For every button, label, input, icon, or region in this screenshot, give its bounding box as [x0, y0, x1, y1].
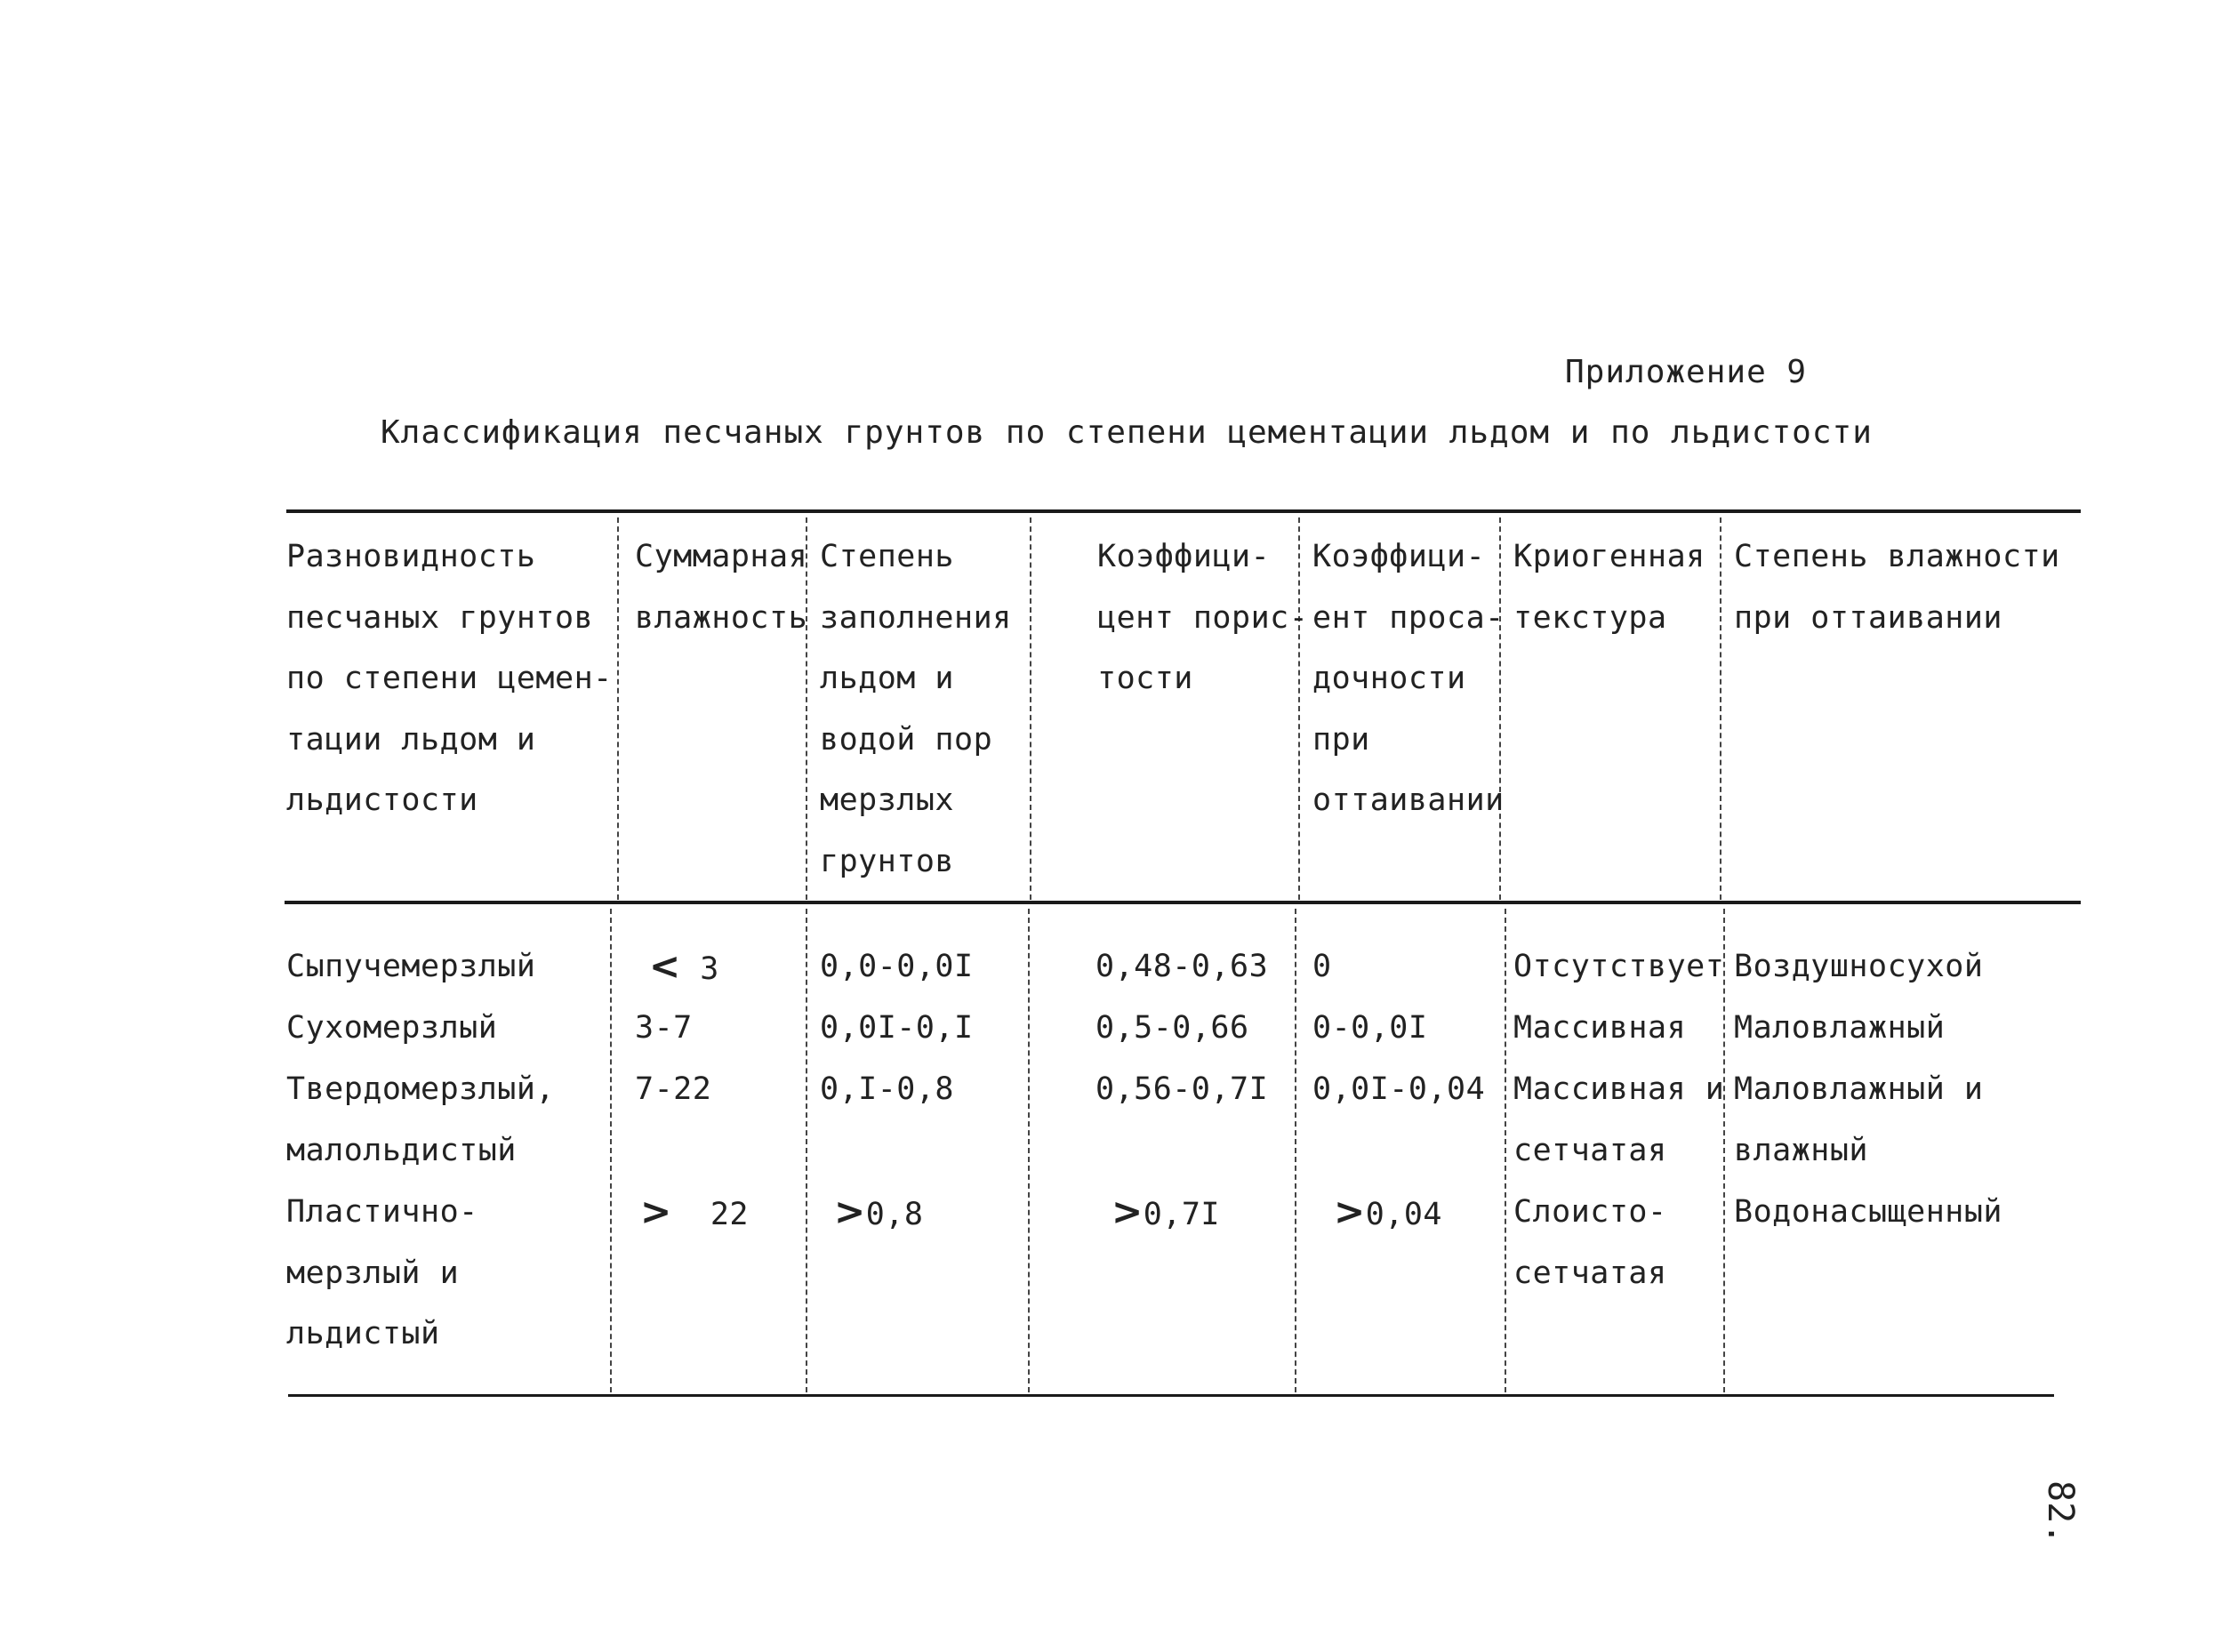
column-divider: [1505, 909, 1506, 1392]
header-subsidence-coefficient: Коэффици- ент проса- дочности при оттаивании: [1312, 539, 1505, 818]
cell-cryogenic-texture: Массивная и сетчатая: [1513, 1071, 1725, 1168]
greater-than-symbol: >: [640, 1190, 672, 1233]
header-soil-type: Разновидность песчаных грунтов по степени цемен- тации льдом и льдистости: [286, 539, 613, 818]
appendix-label: Приложение 9: [1565, 354, 1808, 390]
cell-soil-type: Сухомерзлый: [286, 1010, 498, 1046]
cell-subsidence-coefficient: >0,04: [1334, 1190, 1442, 1233]
greater-than-symbol: >: [1334, 1190, 1366, 1233]
cell-thaw-wetness: Маловлажный и влажный: [1734, 1071, 1984, 1168]
header-thaw-wetness: Степень влажности при оттаивании: [1734, 539, 2060, 636]
cell-total-moisture: 7-22: [635, 1071, 712, 1107]
cell-cryogenic-texture: Массивная: [1513, 1010, 1687, 1046]
column-divider: [806, 909, 807, 1392]
cell-porosity-coefficient: >0,7I: [1111, 1190, 1220, 1233]
column-divider: [610, 909, 612, 1392]
cell-subsidence-coefficient: 0-0,0I: [1312, 1010, 1428, 1046]
header-total-moisture: Суммарная влажность: [635, 539, 808, 636]
column-divider: [1720, 517, 1721, 900]
page-number: 82.: [2040, 1480, 2081, 1545]
header-ice-fill-degree: Степень заполнения льдом и водой пор мерзлых грунтов: [820, 539, 1012, 879]
cell-total-moisture: 3-7: [635, 1010, 693, 1046]
column-divider: [1295, 909, 1296, 1392]
cell-porosity-coefficient: 0,56-0,7I: [1095, 1071, 1269, 1107]
column-divider: [1030, 517, 1031, 900]
table-bottom-rule: [288, 1394, 2054, 1397]
header-porosity-coefficient: Коэффици- цент порис- тости: [1097, 539, 1309, 696]
cell-thaw-wetness: Воздушносухой: [1734, 949, 1984, 984]
table-top-rule: [286, 509, 2081, 513]
cell-ice-fill-degree: 0,0I-0,I: [820, 1010, 974, 1046]
greater-than-symbol: >: [1111, 1190, 1144, 1233]
cell-soil-type: Сыпучемерзлый: [286, 949, 536, 984]
cell-ice-fill-degree: 0,0-0,0I: [820, 949, 974, 984]
cell-cryogenic-texture: Отсутствует: [1513, 949, 1725, 984]
cell-thaw-wetness: Маловлажный: [1734, 1010, 1946, 1046]
cell-porosity-coefficient: 0,5-0,66: [1095, 1010, 1249, 1046]
cell-ice-fill-degree: 0,I-0,8: [820, 1071, 955, 1107]
document-title: Классификация песчаных грунтов по степени цементации льдом и по льдистости: [381, 414, 1873, 451]
column-divider: [1028, 909, 1030, 1392]
cell-cryogenic-texture: Слоисто- сетчатая: [1513, 1194, 1667, 1291]
column-divider: [617, 517, 619, 900]
less-than-symbol: <: [649, 944, 681, 988]
cell-total-moisture: > 22: [640, 1190, 750, 1233]
greater-than-symbol: >: [834, 1190, 866, 1233]
cell-total-moisture: < 3: [649, 944, 719, 988]
header-cryogenic-texture: Криогенная текстура: [1513, 539, 1705, 636]
cell-soil-type: Твердомерзлый, малольдистый: [286, 1071, 556, 1168]
cell-ice-fill-degree: >0,8: [834, 1190, 924, 1233]
cell-subsidence-coefficient: 0: [1312, 949, 1332, 984]
cell-soil-type: Пластично- мерзлый и льдистый: [286, 1194, 478, 1351]
table-header-rule: [285, 901, 2081, 904]
cell-subsidence-coefficient: 0,0I-0,04: [1312, 1071, 1486, 1107]
cell-porosity-coefficient: 0,48-0,63: [1095, 949, 1269, 984]
cell-thaw-wetness: Водонасыщенный: [1734, 1194, 2003, 1230]
